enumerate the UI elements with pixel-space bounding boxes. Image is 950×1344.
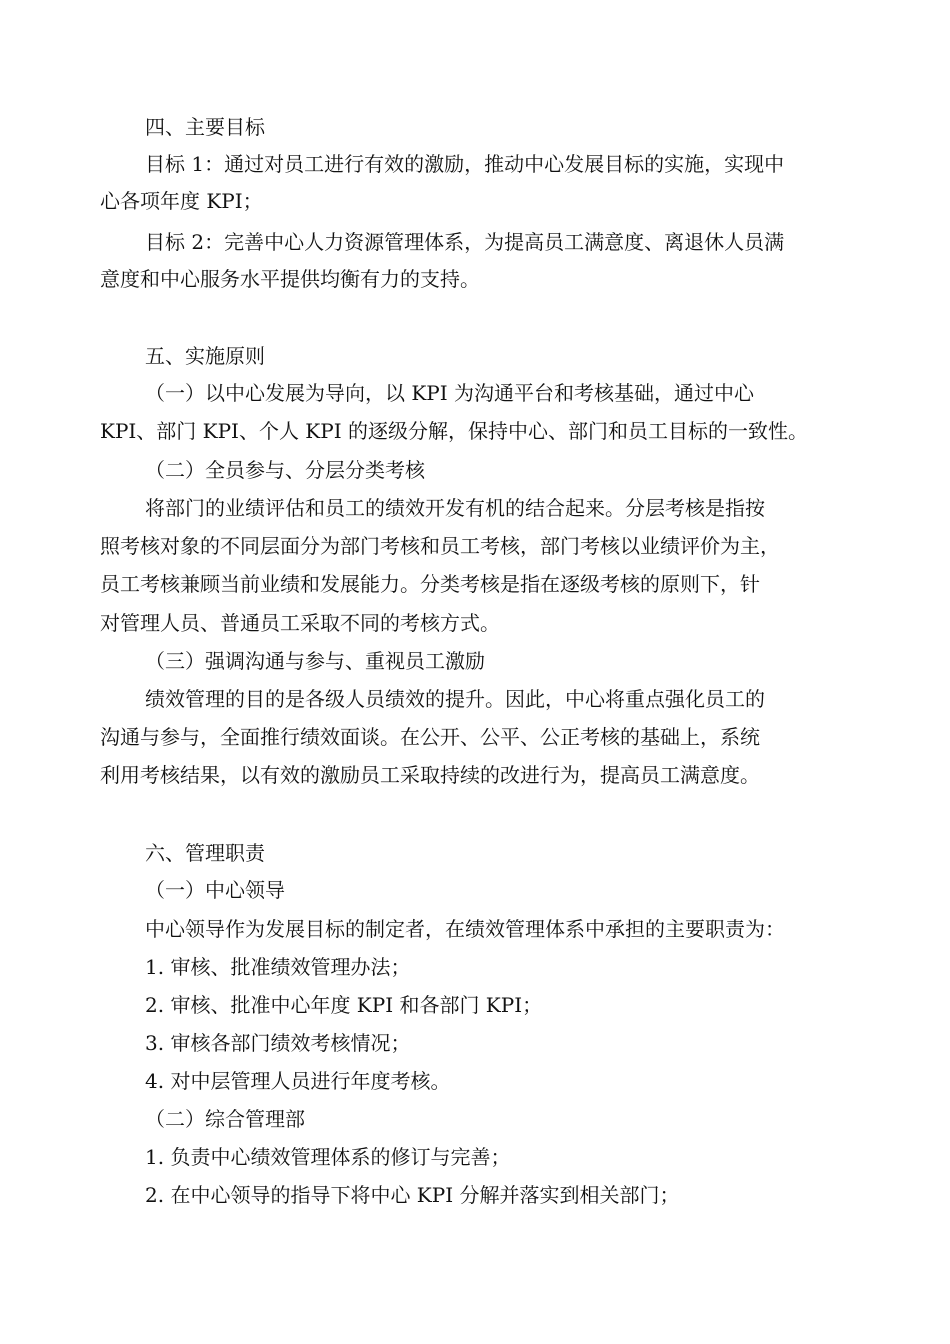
paragraph-line: 将部门的业绩评估和员工的绩效开发有机的结合起来。分层考核是指按: [145, 496, 765, 520]
subsection-heading: （二）综合管理部: [145, 1107, 305, 1131]
paragraph-line: 意度和中心服务水平提供均衡有力的支持。: [100, 267, 480, 291]
section-heading: 五、实施原则: [145, 344, 265, 368]
paragraph-line: （一）以中心发展为导向，以 KPI 为沟通平台和考核基础，通过中心: [145, 381, 755, 405]
list-item: 1. 负责中心绩效管理体系的修订与完善；: [145, 1145, 511, 1169]
section-heading: 四、主要目标: [145, 115, 265, 139]
subsection-heading: （一）中心领导: [145, 878, 285, 902]
paragraph-line: 沟通与参与，全面推行绩效面谈。在公开、公平、公正考核的基础上，系统: [100, 725, 760, 749]
paragraph-line: 心各项年度 KPI；: [100, 189, 263, 213]
subsection-heading: （二）全员参与、分层分类考核: [145, 458, 425, 482]
paragraph-line: 目标 2：完善中心人力资源管理体系，为提高员工满意度、离退休人员满: [145, 230, 785, 254]
paragraph-line: 员工考核兼顾当前业绩和发展能力。分类考核是指在逐级考核的原则下，针: [100, 572, 760, 596]
list-item: 2. 审核、批准中心年度 KPI 和各部门 KPI；: [145, 993, 543, 1017]
paragraph-line: KPI、部门 KPI、个人 KPI 的逐级分解，保持中心、部门和员工目标的一致性。: [100, 419, 808, 443]
paragraph-line: 目标 1：通过对员工进行有效的激励，推动中心发展目标的实施，实现中: [145, 152, 785, 176]
subsection-heading: （三）强调沟通与参与、重视员工激励: [145, 649, 485, 673]
paragraph-line: 中心领导作为发展目标的制定者，在绩效管理体系中承担的主要职责为：: [145, 917, 785, 941]
list-item: 3. 审核各部门绩效考核情况；: [145, 1031, 411, 1055]
paragraph-line: 利用考核结果，以有效的激励员工采取持续的改进行为，提高员工满意度。: [100, 763, 760, 787]
paragraph-line: 绩效管理的目的是各级人员绩效的提升。因此，中心将重点强化员工的: [145, 687, 765, 711]
list-item: 2. 在中心领导的指导下将中心 KPI 分解并落实到相关部门；: [145, 1183, 680, 1207]
paragraph-line: 照考核对象的不同层面分为部门考核和员工考核，部门考核以业绩评价为主，: [100, 534, 780, 558]
paragraph-line: 对管理人员、普通员工采取不同的考核方式。: [100, 611, 500, 635]
section-heading: 六、管理职责: [145, 841, 265, 865]
list-item: 1. 审核、批准绩效管理办法；: [145, 955, 411, 979]
list-item: 4. 对中层管理人员进行年度考核。: [145, 1069, 451, 1093]
